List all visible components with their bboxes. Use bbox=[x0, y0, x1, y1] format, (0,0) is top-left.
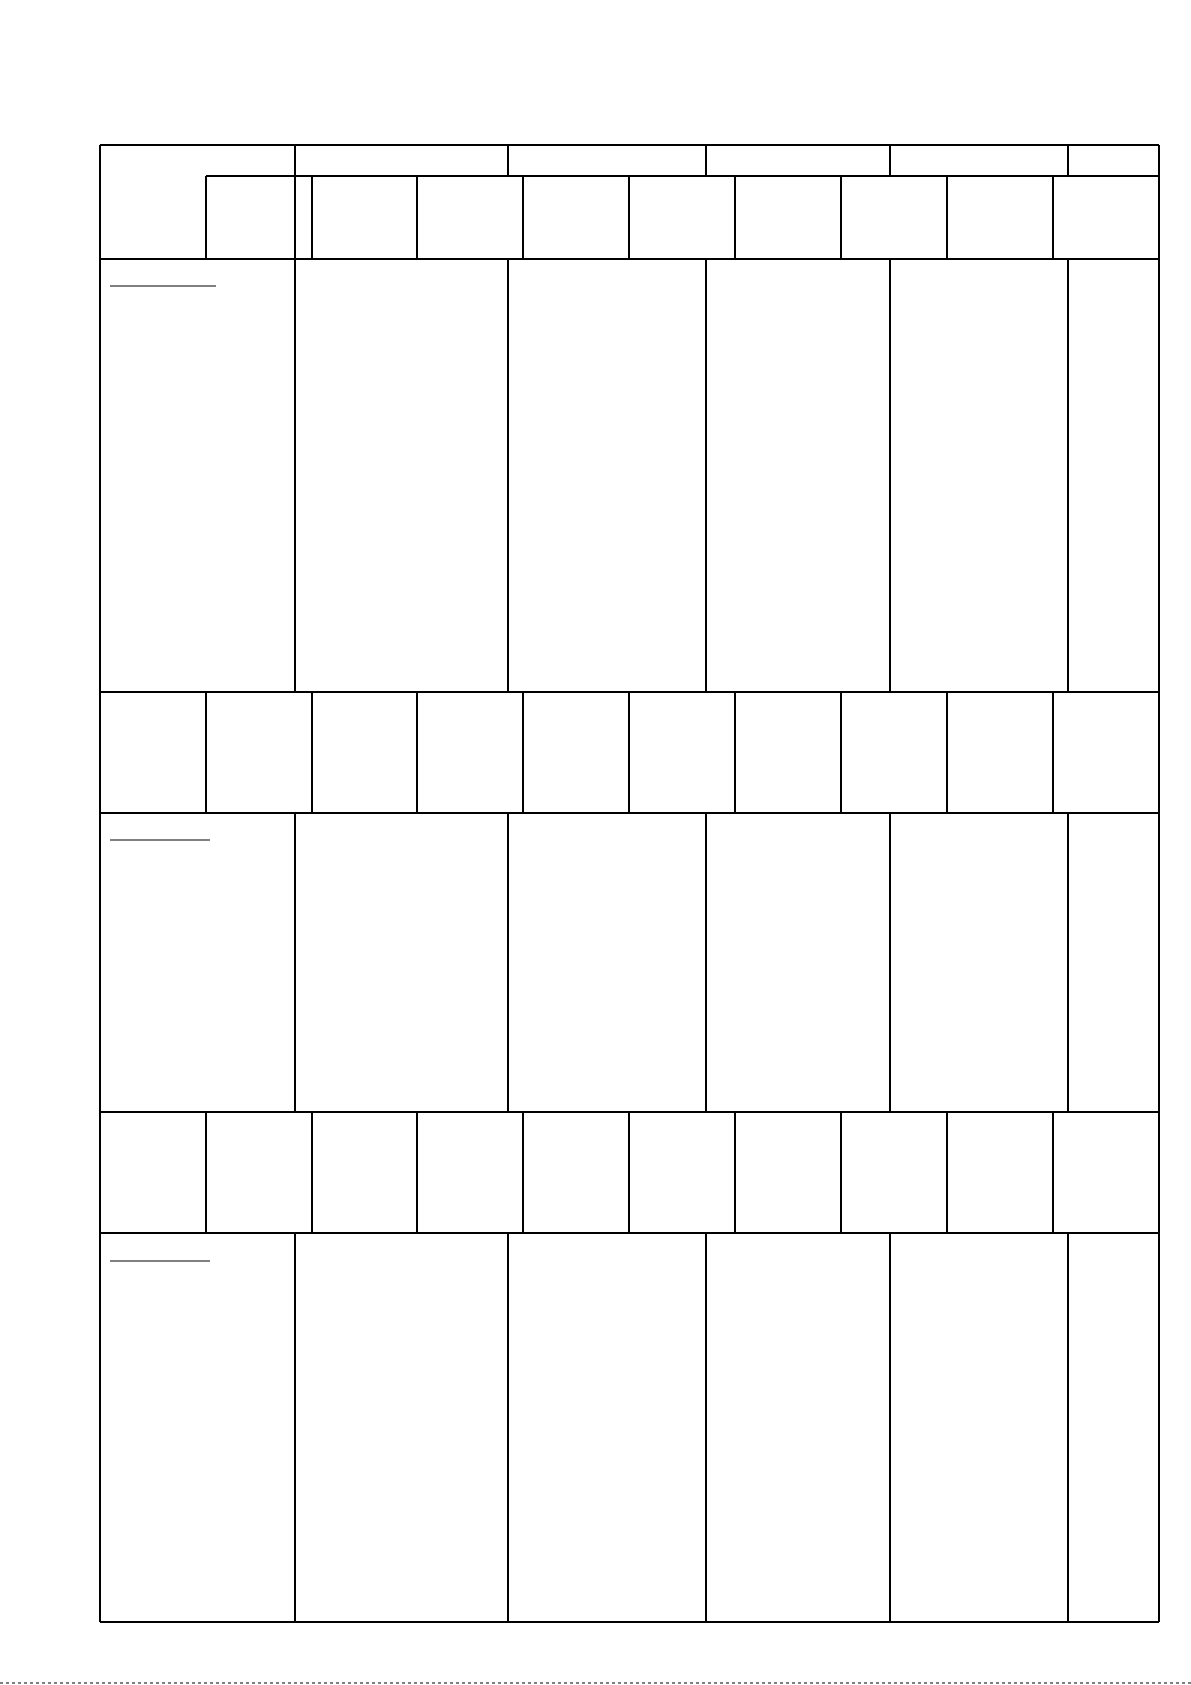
header-block bbox=[100, 145, 1159, 259]
subtotal-row-2 bbox=[100, 1112, 1159, 1233]
subtotal-row-1 bbox=[100, 692, 1159, 813]
body-section-3 bbox=[110, 1233, 1068, 1622]
outer-frame bbox=[100, 145, 1159, 1622]
body-section-1 bbox=[100, 259, 1159, 692]
body-section-2 bbox=[100, 813, 1159, 1112]
